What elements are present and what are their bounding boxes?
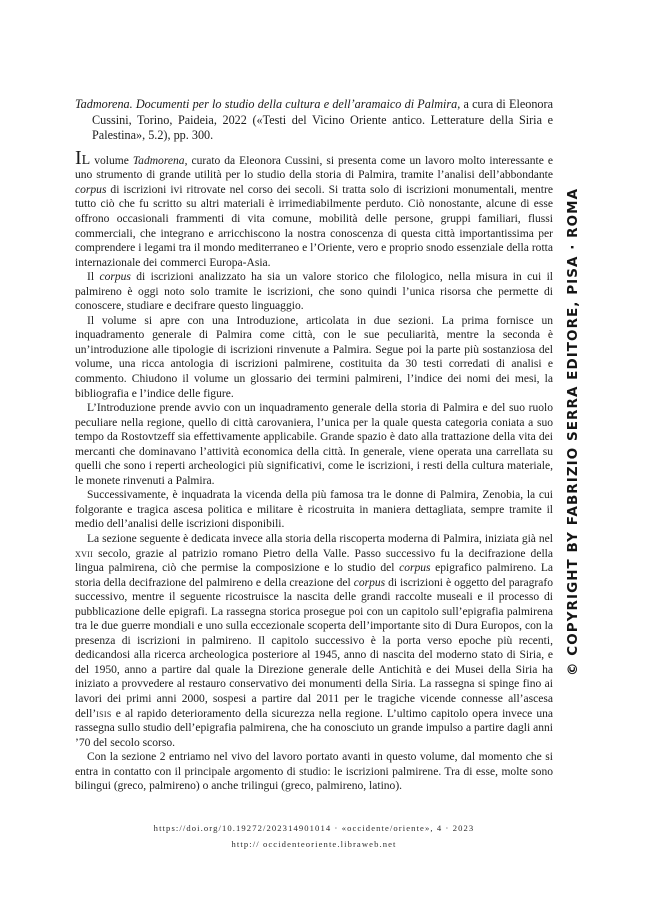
book-title: Tadmorena. Documenti per lo studio della cultura e dell’aramaico di Palmira: [75, 97, 458, 111]
reference-details: , a cura di Eleonora Cussini, Torino, Paideia, 2022 («Testi del Vicino Oriente antico. Letterature della Siria e Palestina», 5.2), pp. 300.: [92, 97, 553, 143]
paragraph-2: Il corpus di iscrizioni analizzato ha sia un valore storico che filologico, nella misura in cui il palmireno è oggi noto solo tramite le iscrizioni, che sono quindi l’unica risorsa che permette di conoscere, studiare e decifrare questo linguaggio.: [75, 271, 553, 313]
paragraph-3: Il volume si apre con una Introduzione, articolata in due sezioni. La prima fornisce un inquadramento generale di Palmira come città, con le sue peculiarità, mentre la seconda è un’introduzione alle tipologie di iscrizioni rinvenute a Palmira. Segue poi la parte più sostanziosa del volume, una ricca antologia di iscrizioni palmirene, costituita da 30 testi corredati di analisi e commento. Chiudono il volume un glossario dei termini palmireni, l’indice dei nomi dei mesi, la bibliografia e l’indice delle figure.: [75, 314, 553, 400]
website-line: http:// occidenteoriente.libraweb.net: [231, 839, 397, 849]
drop-cap: Il: [75, 146, 91, 169]
paragraph-6: La sezione seguente è dedicata invece alla storia della riscoperta moderna di Palmira, iniziata già nel xvii secolo, grazie al patrizio romano Pietro della Valle. Passo successivo fu la decifrazione della lingua palmirena, ciò che permise la composizione e lo studio del corpus epigrafico palmireno. La storia della decifrazione del palmireno e della creazione del corpus di iscrizioni è oggetto del paragrafo successivo, mentre il seguente ricostruisce la nascita delle grandi raccolte museali e il processo di pubblicazione delle epigrafi. La rassegna storica prosegue poi con un capitolo sull’epigrafia palmirena tra le due guerre mondiali e uno sulla eccezionale scoperta dell’importante sito di Dura Europos, con la presenza di iscrizioni in palmireno. Il capitolo successivo è la porta verso epoche più recenti, dedicandosi alla ricerca archeologica posteriore al 1945, anno di nascita del moderno stato di Siria, e del 1950, anno a partire dal quale la Direzione generale delle Antichità e dei Musei della Siria ha iniziato a provvedere al restauro conservativo dei monumenti della Siria. La rassegna si spinge fino ai lavori dei primi anni 2000, sospesi a partire dal 2011 per le tragiche vicende connesse all’ascesa dell’isis e al rapido deterioramento della sicurezza nella regione. L’ultimo capitolo opera invece una rassegna sullo studio dell’epigrafia palmirena, che ha conosciuto un grande impulso a partire dagli anni ’70 del secolo scorso.: [75, 533, 554, 749]
review-page: [75, 97, 553, 794]
review-body: [75, 146, 554, 794]
doi-line: https://doi.org/10.19272/202314901014 · «occidente/oriente», 4 · 2023: [153, 823, 475, 833]
paragraph-4: L’Introduzione prende avvio con un inquadramento generale della storia di Palmira e del suo ruolo peculiare nella regione, quello di città carovaniera, l’unica per la quale questa categoria coniata a suo tempo da Rostovtzeff sia effettivamente applicabile. Grande spazio è dato alla trattazione della vita dei mercanti che dominavano l’attività economica della città. In generale, viene operata una carrellata su quelli che sono i reperti archeologici più significativi, come le iscrizioni, i resti della cultura materiale, le monete rinvenuti a Palmira.: [75, 402, 553, 487]
bibliographic-reference: [75, 97, 553, 144]
paragraph-1: Il volume Tadmorena, curato da Eleonora Cussini, si presenta come un lavoro molto interessante e uno strumento di grande utilità per lo studio della storia di Palmira, tramite l’analisi dell’abbondante corpus di iscrizioni ivi ritrovate nel corso dei secoli. Si tratta solo di iscrizioni monumentali, mentre tutto ciò che fu scritto su altri materiali è irrimediabilmente perduto. Ciò nonostante, alcune di esse offrono occasionali frammenti di vita comune, mobilità delle persone, gruppi familiari, flussi commerciali, che integrano e arricchiscono la nostra conoscenza di questa città importantissima per comprendere i legami tra il mondo mediterraneo e l’Oriente, vero e proprio snodo essenziale della rotta internazionale dei commerci Europa-Asia.: [75, 146, 553, 269]
copyright-notice: © COPYRIGHT BY FABRIZIO SERRA EDITORE, PISA · ROMA: [565, 187, 581, 676]
paragraph-5: Successivamente, è inquadrata la vicenda della più famosa tra le donne di Palmira, Zenobia, la cui folgorante e tragica ascesa politica e militare è ricostruita in maniera dettagliata, sempre tramite il medio dell’analisi delle iscrizioni disponibili.: [75, 489, 553, 531]
paragraph-7: Con la sezione 2 entriamo nel vivo del lavoro portato avanti in questo volume, dal momento che si entra in contatto con il principale argomento di studio: le iscrizioni palmirene. Tra di esse, molte sono bilingui (greco, palmireno) o anche trilingui (greco, palmireno, latino).: [75, 751, 553, 793]
